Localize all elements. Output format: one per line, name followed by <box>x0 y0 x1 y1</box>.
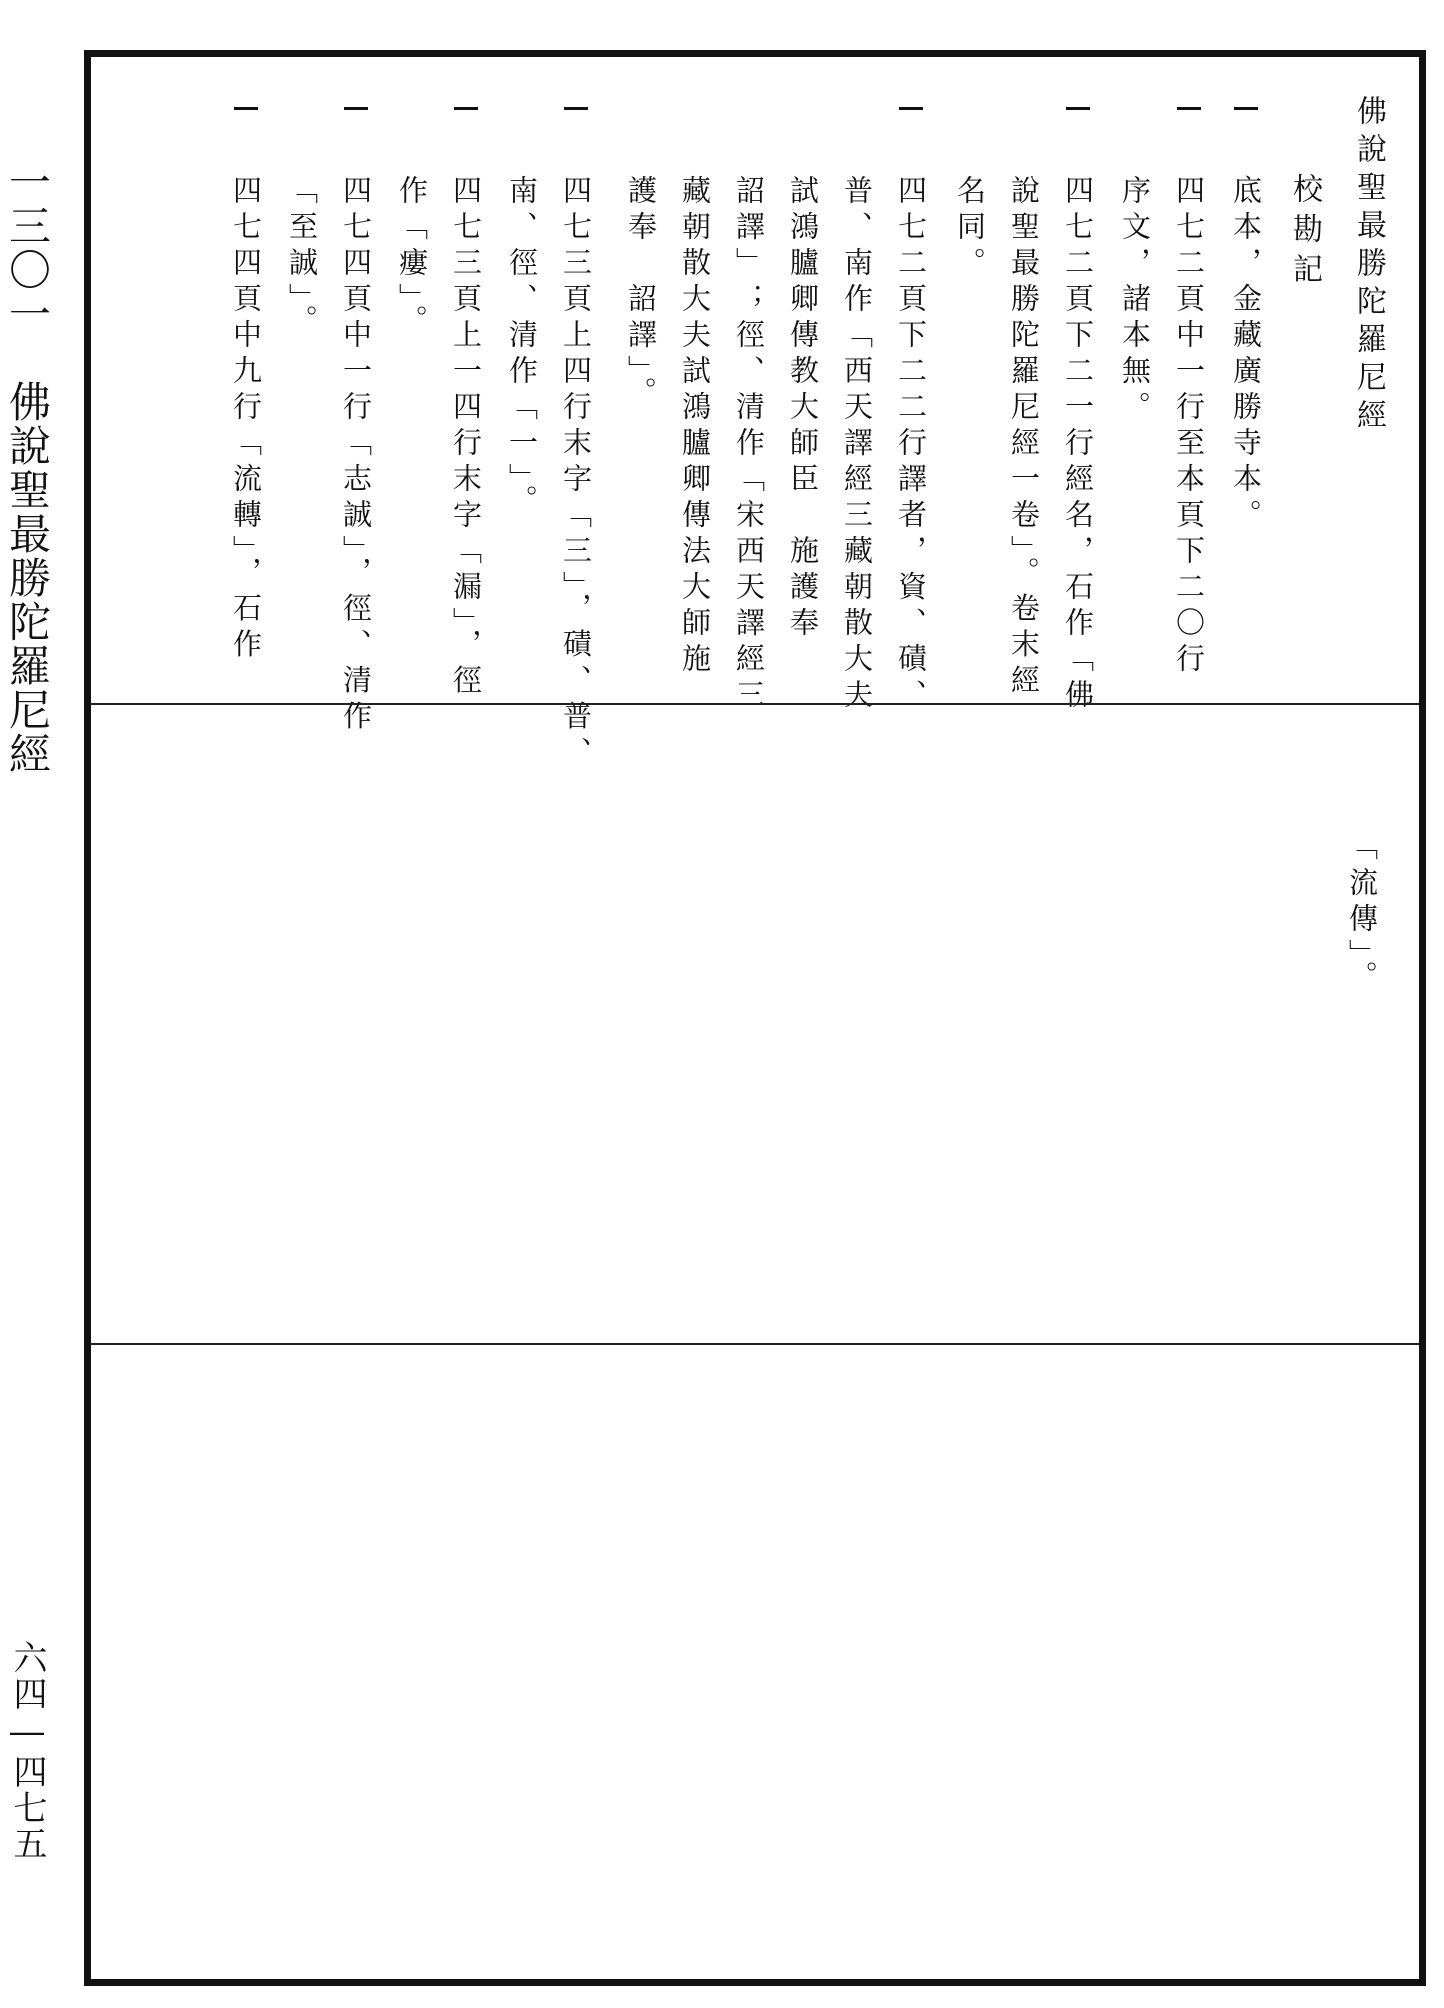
entry-marker <box>454 107 478 110</box>
entry-line: 藏朝散大夫試鴻臚卿傳法大師施 <box>678 175 712 679</box>
entry-marker <box>1177 107 1201 110</box>
entry-marker <box>1066 107 1090 110</box>
continuation-line: 「流傳」。 <box>1345 831 1379 997</box>
entry-line: 詔譯」；徑、清作「宋西天譯經三 <box>732 175 766 715</box>
entry-line: 序文，諸本無。 <box>1118 175 1152 427</box>
panel-bottom <box>91 1343 1419 1979</box>
panel-top <box>91 57 1419 773</box>
entry-line: 四七四頁中一行「志誠」，徑、清作 <box>339 175 373 737</box>
entry-line: 四七二頁下二二行譯者，資、磧、 <box>894 175 928 715</box>
entry-line: 「至誠」。 <box>285 175 319 341</box>
sutra-title: 佛說聖最勝陀羅尼經 <box>1351 95 1386 437</box>
page-number: 六四―四七五 <box>7 1640 47 1862</box>
entry-line: 四七三頁上一四行末字「漏」，徑 <box>449 175 483 701</box>
panel-middle <box>91 703 1419 1343</box>
entry-line: 四七二頁中一行至本頁下二〇行 <box>1172 175 1206 679</box>
entry-marker <box>899 107 923 110</box>
page-frame <box>84 50 1426 1986</box>
entry-line: 四七四頁中九行「流轉」，石作 <box>229 175 263 665</box>
entry-line: 說聖最勝陀羅尼經一卷」。卷末經 <box>1007 175 1041 701</box>
entry-line: 底本，金藏廣勝寺本。 <box>1229 175 1263 535</box>
entry-line: 南、徑、清作「一」。 <box>505 175 539 521</box>
entry-line: 四七三頁上四行末字「三」，磧、普、 <box>559 175 593 773</box>
entry-line: 作「瘻」。 <box>395 175 429 341</box>
entry-line: 普、南作「西天譯經三藏朝散大夫 <box>840 175 874 715</box>
entry-marker <box>344 107 368 110</box>
entry-line: 試鴻臚卿傳教大師臣 施護奉 <box>786 175 820 643</box>
entry-marker <box>234 107 258 110</box>
entry-line: 名同。 <box>953 175 987 283</box>
entry-marker <box>564 107 588 110</box>
entry-line: 護奉 詔譯」。 <box>624 175 658 413</box>
entry-marker <box>1234 107 1258 110</box>
section-title: 校勘記 <box>1287 173 1322 293</box>
margin-title: 一三〇一 佛說聖最勝陀羅尼經 <box>3 160 52 776</box>
entry-line: 四七二頁下二一行經名，石作「佛 <box>1061 175 1095 715</box>
